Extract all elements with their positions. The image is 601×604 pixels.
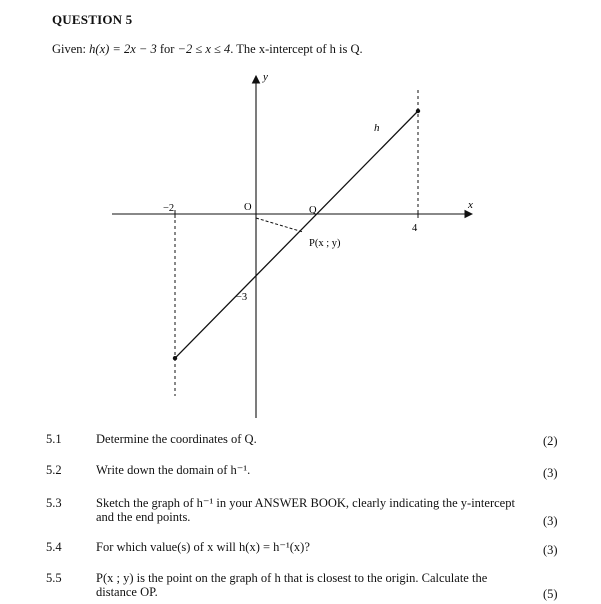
function-h-line [175, 111, 418, 358]
subquestion-number: 5.4 [46, 540, 62, 554]
given-for: for [159, 42, 175, 56]
q-point-label: Q [309, 205, 317, 216]
h-function-label: h [374, 122, 380, 134]
origin-label: O [244, 202, 252, 213]
subquestion-number: 5.5 [46, 571, 62, 585]
subquestion-number: 5.2 [46, 463, 62, 477]
subquestion-marks: (3) [543, 466, 558, 480]
given-domain: −2 ≤ x ≤ 4 [177, 42, 231, 56]
subquestion-marks: (2) [543, 434, 558, 448]
question-heading: QUESTION 5 [52, 12, 133, 27]
subquestion-text: For which value(s) of x will h(x) = h⁻¹(x)? [96, 540, 310, 554]
given-label: Given: [52, 42, 87, 56]
subquestion-marks: (5) [543, 587, 558, 601]
y-axis-label: y [263, 71, 268, 83]
subquestion-text: P(x ; y) is the point on the graph of h that is closest to the origin. Calculate the distance OP. [96, 571, 488, 599]
endpoint-left [173, 356, 177, 360]
four-label: 4 [412, 223, 418, 234]
subquestion-marks: (3) [543, 543, 558, 557]
subquestion-marks: (3) [543, 514, 558, 528]
subquestion-number: 5.1 [46, 432, 62, 446]
subquestion-text: Write down the domain of h⁻¹. [96, 463, 251, 477]
neg-two-label: −2 [163, 203, 175, 214]
subquestion-text: Determine the coordinates of Q. [96, 432, 257, 446]
endpoint-right [416, 109, 420, 113]
subquestion-number: 5.3 [46, 496, 62, 510]
subquestion-text: Sketch the graph of h⁻¹ in your ANSWER BOOK, clearly indicating the y-intercept and the end points. [96, 496, 515, 524]
x-axis-label: x [468, 199, 473, 211]
given-tail: . The x-intercept of h is Q. [230, 42, 363, 56]
dashed-op-segment [256, 218, 303, 232]
neg-three-label: −3 [236, 292, 248, 303]
p-point-label: P(x ; y) [309, 238, 341, 249]
given-function: h(x) = 2x − 3 [89, 42, 157, 56]
